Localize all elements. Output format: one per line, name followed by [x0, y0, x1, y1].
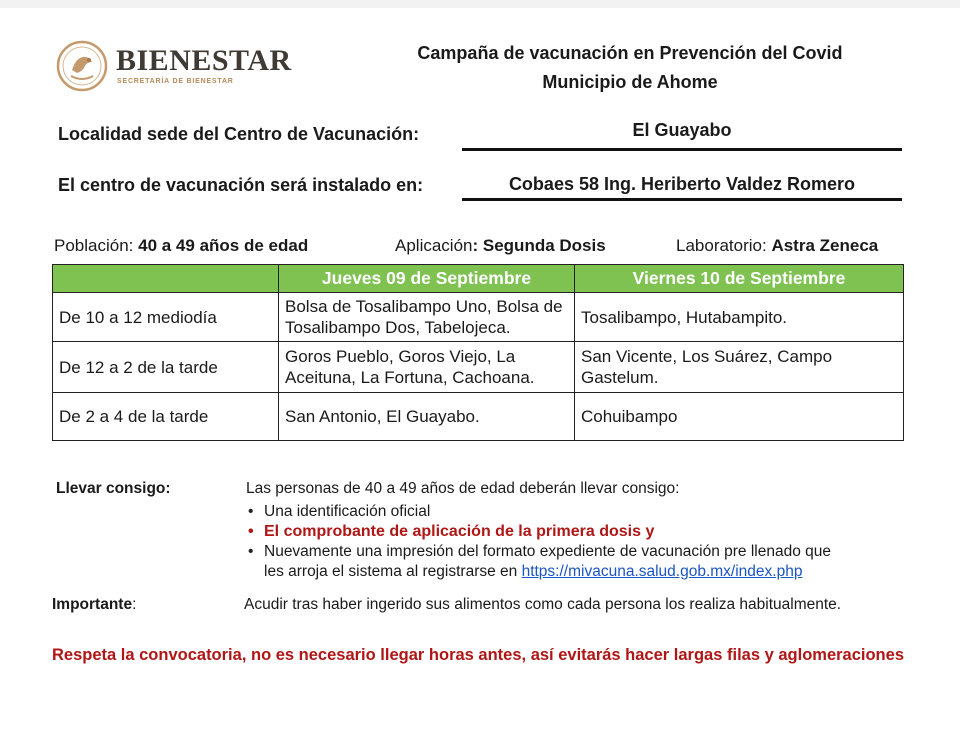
bring-intro: Las personas de 40 a 49 años de edad deberán llevar consigo: [246, 480, 680, 497]
locality-underline [462, 148, 902, 151]
day1-cell: San Antonio, El Guayabo. [279, 393, 575, 441]
brand-name: BIENESTAR [116, 44, 292, 77]
center-underline [462, 198, 902, 201]
document-subtitle: Municipio de Ahome [542, 72, 718, 92]
table-row [53, 293, 904, 342]
day1-cell: Bolsa de Tosalibampo Uno, Bolsa de Tosalibampo Dos, Tabelojeca. [279, 293, 575, 342]
center-label: El centro de vacunación será instalado en: [58, 175, 424, 195]
time-cell: De 10 a 12 mediodía [53, 293, 279, 342]
table-header-row [53, 265, 904, 293]
brand-subtitle: SECRETARÍA DE BIENESTAR [117, 78, 234, 85]
table-header-time [53, 265, 279, 293]
table-header-day2: Viernes 10 de Septiembre [575, 265, 904, 293]
list-item: • Nuevamente una impresión del formato expediente de vacunación pre llenado que les arroja el sistema al registrarse en https://mivacuna.salud.gob.mx/index.php [244, 542, 924, 582]
bring-label: Llevar consigo: [56, 480, 171, 497]
list-item: • El comprobante de aplicación de la primera dosis y [244, 522, 924, 542]
application-info: Aplicación: Segunda Dosis [395, 236, 606, 255]
footer-notice: Respeta la convocatoria, no es necesario llegar horas antes, así evitarás hacer largas filas y aglomeraciones [52, 646, 904, 664]
day2-cell: Tosalibampo, Hutabampito. [575, 293, 904, 342]
top-band [0, 0, 960, 8]
table-header-day1: Jueves 09 de Septiembre [279, 265, 575, 293]
time-cell: De 2 a 4 de la tarde [53, 393, 279, 441]
day2-cell: Cohuibampo [575, 393, 904, 441]
day2-cell: San Vicente, Los Suárez, Campo Gastelum. [575, 342, 904, 393]
time-cell: De 12 a 2 de la tarde [53, 342, 279, 393]
locality-value: El Guayabo [632, 120, 732, 140]
locality-label: Localidad sede del Centro de Vacunación: [58, 124, 420, 144]
table-row [53, 393, 904, 441]
center-value: Cobaes 58 Ing. Heriberto Valdez Romero [508, 174, 856, 194]
list-item: • Una identificación oficial [244, 502, 924, 522]
population-info: Población: 40 a 49 años de edad [54, 236, 309, 255]
laboratory-info: Laboratorio: Astra Zeneca [676, 236, 879, 255]
coat-of-arms-icon [56, 40, 108, 92]
important-label: Importante: [52, 596, 137, 613]
day1-cell: Goros Pueblo, Goros Viejo, La Aceituna, La Fortuna, Cachoana. [279, 342, 575, 393]
bring-list [244, 502, 924, 582]
vaccine-registration-link[interactable]: https://mivacuna.salud.gob.mx/index.php [521, 563, 803, 580]
table-row [53, 342, 904, 393]
schedule-table [52, 264, 904, 441]
important-text: Acudir tras haber ingerido sus alimentos como cada persona los realiza habitualmente. [244, 596, 842, 613]
document-title: Campaña de vacunación en Prevención del Covid [417, 43, 843, 63]
